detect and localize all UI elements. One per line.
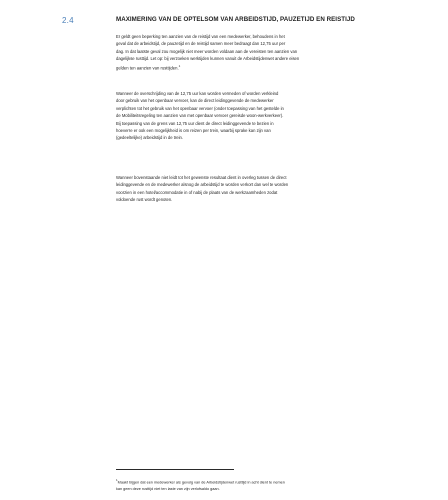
footnote-line-text: Maakt bijgen dat een medewerker als gevolg van de Arbeidstijdenwet rusttijd in acht dient te nemen (117, 480, 285, 485)
paragraph-line: dagelijkse rusttijd. Let op: bij verzoeken werktijden kunnen vanuit de Arbeidstijdenwet andere eisen (116, 56, 300, 62)
paragraph-line: dag. In dat laatste geval zou mogelijk niet meer worden voldaan aan de vereisten ten aanzien van (116, 48, 298, 54)
paragraph-1 (116, 33, 432, 71)
paragraph-line: hoeverre er ook een mogelijkheid is om reizen per trein, waarbij sprake kan zijn van (116, 128, 271, 134)
paragraph-line: (gedeeltelijke) arbeidstijd in de trein. (116, 135, 184, 141)
paragraph-line: verplichten tot het gebruik van het openbaar vervoer (onder toepassing van het gestelde in (116, 105, 284, 111)
paragraph-3 (116, 174, 432, 204)
footnote-divider (116, 469, 234, 470)
footnote-number: 1 (116, 478, 118, 482)
paragraph-line: voldoende rust wordt genoten. (116, 197, 173, 203)
paragraph-line: de Mobiliteitsregeling ten aanzien van met openbaar vervoer gereisde woon-werkverkeer). (116, 113, 284, 119)
footnote-line (116, 477, 432, 486)
paragraph-line: Er geldt geen beperking ten aanzien van de reistijd van een medewerker, behoudens in het (116, 34, 285, 39)
paragraph-line: geval dat de arbeidstijd, de pauzetijd en de reistijd samen meer bedraagt dan 12,75 uur per (116, 41, 286, 47)
paragraph-line: Wanneer bovenstaande niet leidt tot het gewenste resultaat dient in overleg tussen de direct (116, 175, 287, 180)
section-number: 2.4 (62, 16, 74, 25)
section-title: MAXIMERING VAN DE OPTELSOM VAN ARBEIDSTIJD, PAUZETIJD EN REISTIJD (116, 16, 355, 23)
paragraph-line: leidinggevende en de medewerker alsnog de arbeidstijd te worden verkort dan wel te worden (116, 182, 289, 188)
footnote (116, 477, 432, 493)
footnote-line: kan geen deze rusttijd niet ten laste van zijn verlofsaldo gaan. (116, 487, 220, 492)
paragraph-line: voorzien in een hotel/accommodatie in of nabij de plaats van de werkzaamheden zodat (116, 189, 278, 195)
paragraph-line: door gebruik van het openbaar vervoer, kan de direct leidinggevende de medewerker (116, 98, 274, 104)
paragraph-2 (116, 90, 432, 142)
paragraph-line: Bij toepassing van de grens van 12,75 uur dient de direct leidinggevende te bezien in (116, 120, 274, 126)
paragraph-line: Wanneer de overschrijding van de 12,75 uur kan worden vermeden of worden verkleind (116, 91, 279, 96)
footnote-ref: 1 (178, 63, 181, 68)
paragraph-line-text: gelden ten aanzien van rusttijden. (116, 65, 179, 71)
paragraph-line (116, 63, 432, 72)
